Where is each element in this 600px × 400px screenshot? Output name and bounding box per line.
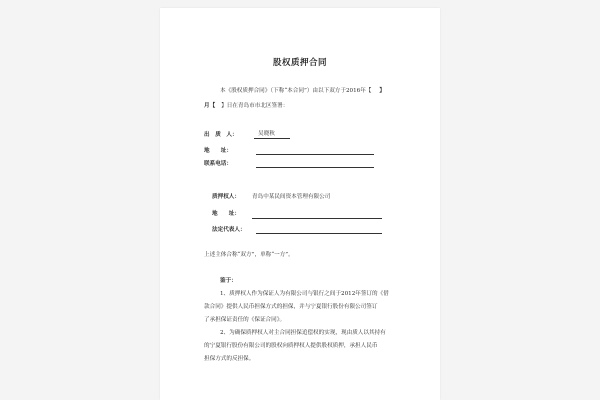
pledgee-name: 青岛中某民间资本管理有限公司 xyxy=(252,194,331,200)
clause-1-line-3: 了承担保证责任的《保证合同》。 xyxy=(204,317,286,323)
pledgor-phone-underline xyxy=(256,167,374,168)
intro-line-2 xyxy=(204,103,288,110)
clause-2-line-1: 2、为确保质押权人对主合同担保追偿权的实现，现由质人以其持有 xyxy=(220,330,386,336)
intro-text: 本《股权质押合同》（下称“本合同”）由以下双方于2016年【 xyxy=(220,88,372,94)
clause-2-line-2: 的宁夏银行股份有限公司的股权向质押权人提供股权质押，承担人民币 xyxy=(204,343,378,349)
intro-rest: 】日在青岛市市北区签署： xyxy=(221,103,289,109)
clause-1-line-2: 款合同》提供人民币担保方式的担保，并与宁夏银行股份有限公司签订 xyxy=(204,304,378,310)
pledgor-address-underline xyxy=(256,154,374,155)
month-label: 月【 xyxy=(204,103,216,109)
pledgee-address-label: 地 址： xyxy=(212,211,240,217)
parties-note: 上述主体合称“双方”，单称“一方”。 xyxy=(204,252,294,258)
clause-1-line-1: 1、质押权人作为保证人为有限公司与银行之间于2012年签订的《借 xyxy=(220,291,389,297)
pledgor-address-label: 地 址： xyxy=(204,148,232,154)
pledgor-name-underline xyxy=(254,138,290,139)
pledgee-label: 质押权人： xyxy=(212,194,240,200)
whereas-heading: 鉴于： xyxy=(220,278,237,284)
pledgor-label: 出 质 人： xyxy=(204,132,238,138)
pledgor-name: 吴晓秋 xyxy=(258,131,275,137)
intro-line-1 xyxy=(220,88,385,95)
pledgor-phone-label: 联系电话： xyxy=(204,161,232,167)
document-title: 股权质押合同 xyxy=(272,58,327,68)
pledgee-address-underline xyxy=(252,218,382,219)
pledgee-rep-label: 法定代表人： xyxy=(212,227,246,233)
intro-bracket: 】 xyxy=(379,88,386,94)
pledgee-rep-underline xyxy=(256,233,382,234)
document-page xyxy=(160,8,440,400)
clause-2-line-3: 担保方式的反担保。 xyxy=(204,356,255,362)
